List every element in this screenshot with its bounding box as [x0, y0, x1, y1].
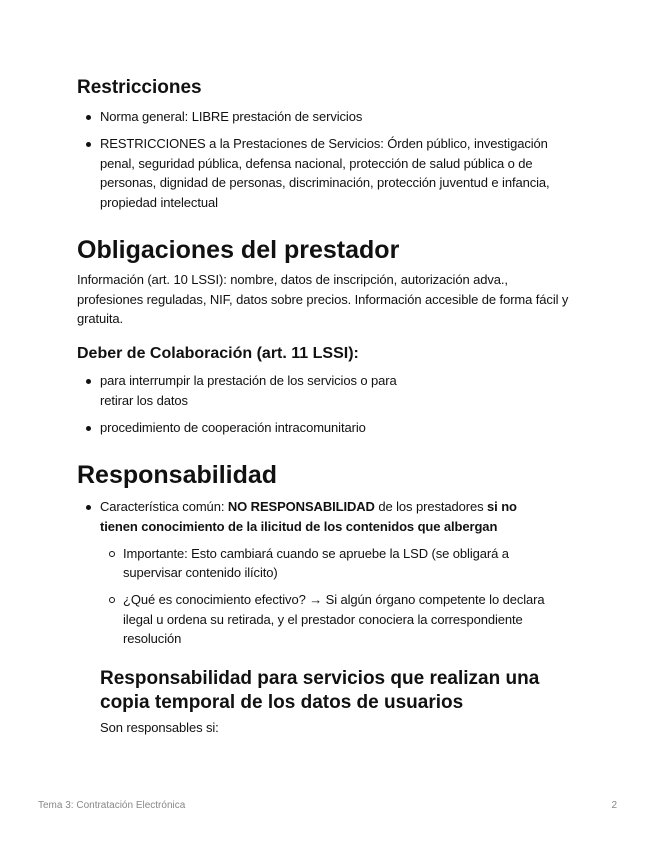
sub-list-item: Importante: Esto cambiará cuando se apruebe la LSD (se obligará a supervisar contenido ilícito): [100, 544, 557, 583]
section-title-obligaciones: Obligaciones del prestador: [77, 236, 400, 264]
list-item: RESTRICCIONES a la Prestaciones de Servicios: Órden público, investigación penal, seguridad pública, defensa nacional, protección de salud pública o de personas, dignidad de personas, discriminación, protección juventud e infancia, propiedad intelectual: [77, 134, 557, 212]
list-item: [77, 497, 557, 536]
item-bold-text: si no tienen conocimiento de la ilicitud de los contenidos que albergan: [100, 499, 517, 534]
sub-list-item: ¿Qué es conocimiento efectivo? → Si algún órgano competente lo declara ilegal u ordena su retirada, y el prestador conociera la correspondiente resolución: [100, 590, 557, 649]
item-text: Característica común:: [100, 499, 228, 514]
copia-temporal-text: Son responsables si:: [100, 720, 219, 735]
list-item: Norma general: LIBRE prestación de servicios: [77, 107, 557, 127]
page-number: 2: [611, 800, 617, 811]
section-title-responsabilidad: Responsabilidad: [77, 461, 278, 489]
obligaciones-paragraph: Información (art. 10 LSSI): nombre, datos de inscripción, autorización adva., profesiones reguladas, NIF, datos sobre precios. Información accesible de forma fácil y gratuita.: [77, 272, 569, 326]
responsabilidad-list: [77, 497, 557, 656]
deber-colaboracion-title: Deber de Colaboración (art. 11 LSSI):: [77, 345, 359, 362]
list-item: para interrumpir la prestación de los servicios o para retirar los datos: [77, 371, 400, 410]
copia-temporal-title: Responsabilidad para servicios que realizan una copia temporal de los datos de usuarios: [100, 668, 540, 713]
section-title-restricciones: Restricciones: [77, 77, 202, 98]
footer-title: Tema 3: Contratación Electrónica: [38, 800, 186, 811]
restricciones-list: [77, 107, 557, 220]
item-text: de los prestadores: [374, 499, 488, 514]
deber-list: [77, 371, 557, 445]
item-bold-text: NO RESPONSABILIDAD: [227, 499, 375, 514]
list-item: procedimiento de cooperación intracomunitario: [77, 418, 557, 438]
